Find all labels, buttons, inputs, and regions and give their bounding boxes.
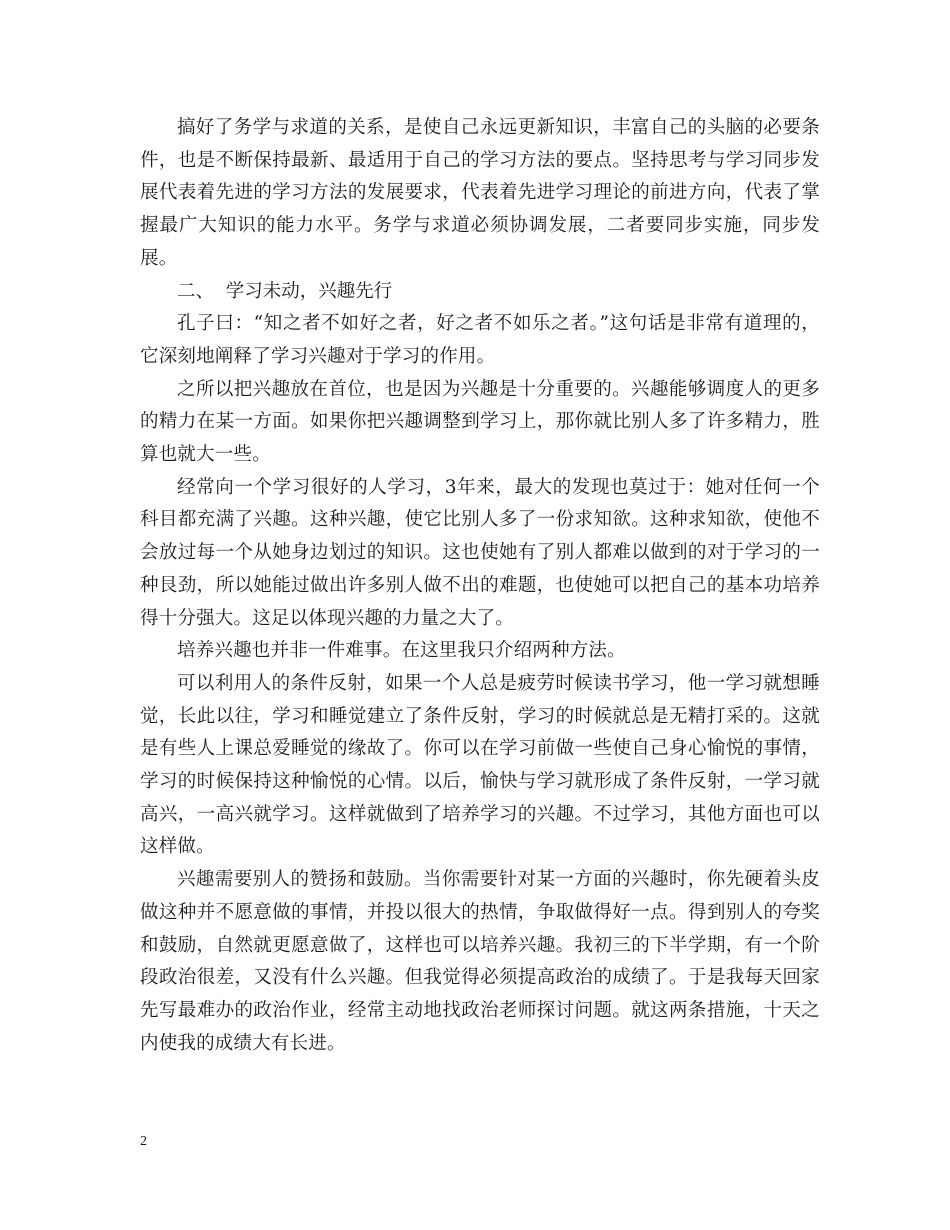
paragraph-two-methods-intro: 培养兴趣也并非一件难事。在这里我只介绍两种方法。 <box>177 640 626 662</box>
paragraph-conditioned-reflex: 可以利用人的条件反射，如果一个人总是疲劳时候读书学习，他一学习就想睡觉，长此以往，学习和睡觉建立了条件反射，学习的时候就总是无精打采的。这就是有些人上课总爱睡觉的缘故了。你可以在学习前做一些使自己身心愉悦的事情，学习的时候保持这种愉悦的心情。以后，愉快与学习就形成了条件反射，一学习就高兴，一高兴就学习。这样就做到了培养学习的兴趣。不过学习，其他方面也可以这样做。 <box>140 672 820 858</box>
paragraph-study-and-principle: 搞好了务学与求道的关系，是使自己永远更新知识，丰富自己的头脑的必要条件，也是不断保持最新、最适用于自己的学习方法的要点。坚持思考与学习同步发展代表着先进的学习方法的发展要求，代表着先进学习理论的前进方向，代表了掌握最广大知识的能力水平。务学与求道必须协调发展，二者要同步实施，同步发展。 <box>140 117 820 269</box>
paragraph-learning-example: 经常向一个学习很好的人学习，3年来，最大的发现也莫过于：她对任何一个科目都充满了兴趣。这种兴趣，使它比别人多了一份求知欲。这种求知欲，使他不会放过每一个从她身边划过的知识。这也使她有了别人都难以做到的对于学习的一种艮劲，所以她能过做出许多别人做不出的难题，也使她可以把自己的基本功培养得十分强大。这足以体现兴趣的力量之大了。 <box>140 476 820 629</box>
document-body <box>140 112 820 1060</box>
section-heading-interest-first: 二、 学习未动，兴趣先行 <box>177 280 393 302</box>
paragraph-praise-encouragement: 兴趣需要别人的赞扬和鼓励。当你需要针对某一方面的兴趣时，你先硬着头皮做这种并不愿意做的事情，并投以很大的热情，争取做得好一点。得到别人的夸奖和鼓励，自然就更愿意做了，这样也可以培养兴趣。我初三的下半学期，有一个阶段政治很差，又没有什么兴趣。但我觉得必须提高政治的成绩了。于是我每天回家先写最难办的政治作业，经常主动地找政治老师探讨问题。就这两条措施，十天之内使我的成绩大有长进。 <box>140 869 820 1054</box>
paragraph-interest-importance: 之所以把兴趣放在首位，也是因为兴趣是十分重要的。兴趣能够调度人的更多的精力在某一方面。如果你把兴趣调整到学习上，那你就比别人多了许多精力，胜算也就大一些。 <box>140 378 820 466</box>
paragraph-confucius-quote: 孔子曰：“知之者不如好之者，好之者不如乐之者。”这句话是非常有道理的，它深刻地阐释了学习兴趣对于学习的作用。 <box>140 313 820 367</box>
page-number: 2 <box>140 1134 147 1149</box>
